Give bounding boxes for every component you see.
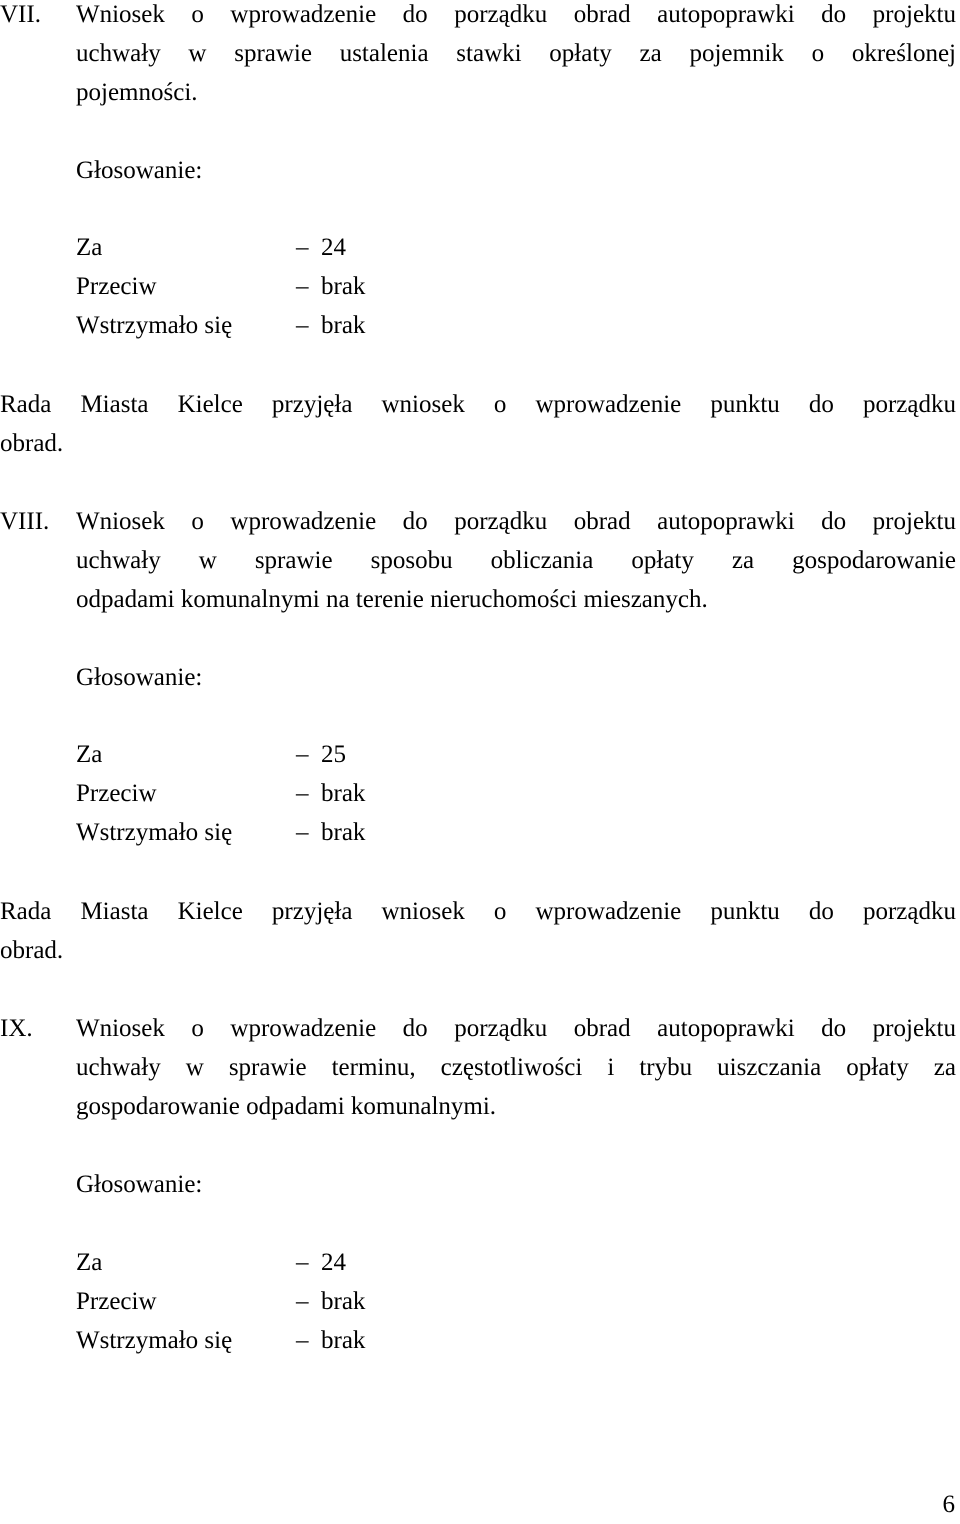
vote-against-label: Przeciw bbox=[76, 273, 157, 300]
voting-heading: Głosowanie: bbox=[76, 664, 203, 691]
section-title-line: uchwały w sprawie terminu, częstotliwości i trybu uiszczania opłaty za bbox=[76, 1054, 956, 1081]
vote-for-label: Za bbox=[76, 741, 103, 768]
vote-dash: – bbox=[296, 234, 309, 261]
vote-abstain-value: brak bbox=[321, 1327, 366, 1354]
section-number: IX. bbox=[0, 1015, 33, 1042]
vote-against-value: brak bbox=[321, 1288, 366, 1315]
section-number: VIII. bbox=[0, 508, 50, 535]
section-title-line: pojemności. bbox=[76, 79, 198, 106]
vote-for-value: 24 bbox=[321, 1249, 346, 1276]
section-title-line: uchwały w sprawie sposobu obliczania opłaty za gospodarowanie bbox=[76, 547, 956, 574]
vote-against-label: Przeciw bbox=[76, 780, 157, 807]
vote-abstain-value: brak bbox=[321, 312, 366, 339]
vote-against-value: brak bbox=[321, 780, 366, 807]
vote-dash: – bbox=[296, 273, 309, 300]
voting-heading: Głosowanie: bbox=[76, 157, 203, 184]
section-title-line: uchwały w sprawie ustalenia stawki opłaty za pojemnik o określonej bbox=[76, 40, 956, 67]
section-title-line: gospodarowanie odpadami komunalnymi. bbox=[76, 1093, 497, 1120]
vote-dash: – bbox=[296, 780, 309, 807]
vote-for-value: 24 bbox=[321, 234, 346, 261]
vote-dash: – bbox=[296, 312, 309, 339]
vote-dash: – bbox=[296, 1288, 309, 1315]
section-title-line: Wniosek o wprowadzenie do porządku obrad autopoprawki do projektu bbox=[76, 1015, 956, 1042]
section-title-line: Wniosek o wprowadzenie do porządku obrad autopoprawki do projektu bbox=[76, 1, 956, 28]
result-line: Rada Miasta Kielce przyjęła wniosek o wprowadzenie punktu do porządku bbox=[0, 898, 956, 925]
vote-abstain-label: Wstrzymało się bbox=[76, 1327, 233, 1354]
section-title-line: odpadami komunalnymi na terenie nieruchomości mieszanych. bbox=[76, 586, 708, 613]
vote-for-label: Za bbox=[76, 234, 103, 261]
vote-against-value: brak bbox=[321, 273, 366, 300]
vote-dash: – bbox=[296, 741, 309, 768]
result-line: obrad. bbox=[0, 937, 64, 964]
vote-abstain-label: Wstrzymało się bbox=[76, 819, 233, 846]
section-title-line: Wniosek o wprowadzenie do porządku obrad autopoprawki do projektu bbox=[76, 508, 956, 535]
vote-against-label: Przeciw bbox=[76, 1288, 157, 1315]
vote-abstain-label: Wstrzymało się bbox=[76, 312, 233, 339]
result-line: Rada Miasta Kielce przyjęła wniosek o wprowadzenie punktu do porządku bbox=[0, 391, 956, 418]
vote-abstain-value: brak bbox=[321, 819, 366, 846]
section-number: VII. bbox=[0, 1, 41, 28]
vote-dash: – bbox=[296, 1249, 309, 1276]
voting-heading: Głosowanie: bbox=[76, 1171, 203, 1198]
page-number: 6 bbox=[942, 1491, 955, 1518]
result-line: obrad. bbox=[0, 430, 64, 457]
vote-for-label: Za bbox=[76, 1249, 103, 1276]
vote-dash: – bbox=[296, 1327, 309, 1354]
vote-dash: – bbox=[296, 819, 309, 846]
vote-for-value: 25 bbox=[321, 741, 346, 768]
